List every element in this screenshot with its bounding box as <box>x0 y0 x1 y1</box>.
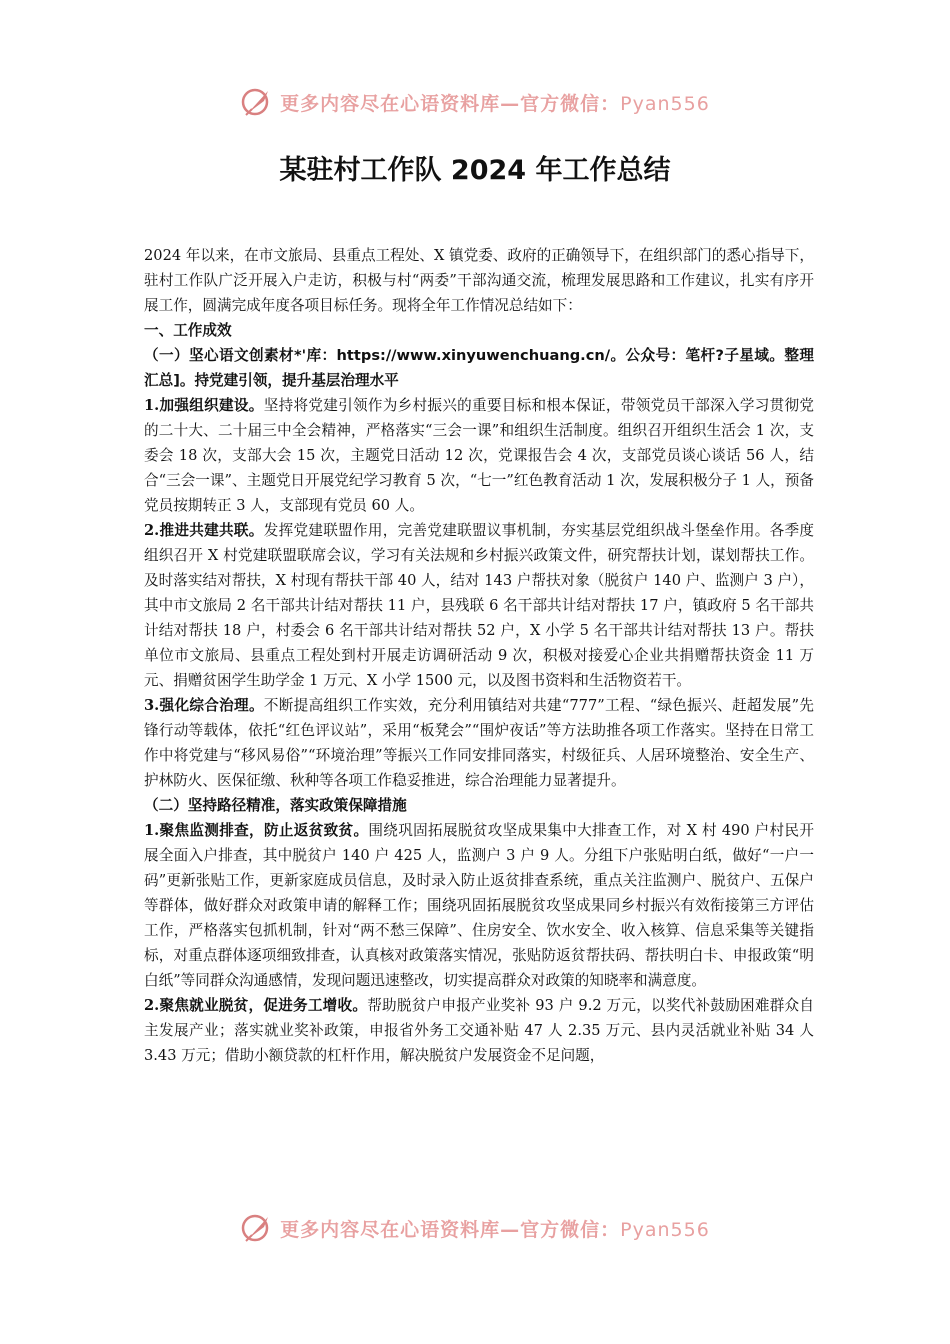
section-heading: 一、工作成效 <box>144 322 232 339</box>
paragraph-lead: 3.强化综合治理。 <box>144 697 264 714</box>
subsection-heading: （二）坚持路径精准，落实政策保障措施 <box>144 797 407 814</box>
paragraph-text: 帮助脱贫户申报产业奖补 93 户 9.2 万元，以奖代补鼓励困难群众自主发展产业；落实就业奖补政策，申报省外务工交通补贴 47 人 2.35 万元、县内灵活就业补贴 34 人 3.43 万元；借助小额贷款的杠杆作用，解决脱贫户发展资金不足问题， <box>144 997 814 1064</box>
paragraph-text: 坚持将党建引领作为乡村振兴的重要目标和根本保证，带领党员干部深入学习贯彻党的二十大、二十届三中全会精神，严格落实“三会一课”和组织生活制度。组织召开组织生活会 1 次，支委会 18 次，支部大会 15 次，主题党日活动 12 次，党课报告会 4 次，支部党员谈心谈话 56 人，结合“三会一课”、主题党日开展党纪学习教育 5 次，“七一”红色教育活动 1 次，发展积极分子 1 人，预备党员按期转正 3 人，支部现有党员 60 人。 <box>144 397 814 514</box>
paragraph <box>144 818 814 993</box>
paragraph-text: 围绕巩固拓展脱贫攻坚成果集中大排查工作，对 X 村 490 户村民开展全面入户排查，其中脱贫户 140 户 425 人，监测户 3 户 9 人。分组下户张贴明白纸，做好“一户一码”更新张贴工作，更新家庭成员信息，及时录入防止返贫排查系统，重点关注监测户、脱贫户、五保户等群体，做好群众对政策申请的解释工作；围绕巩固拓展脱贫攻坚成果同乡村振兴有效衔接第三方评估工作，严格落实包抓机制，针对“两不愁三保障”、住房安全、饮水安全、收入核算、信息采集等关键指标，对重点群体逐项细致排查，认真核对政策落实情况，张贴防返贫帮扶码、帮扶明白卡、申报政策“明白纸”等同群众沟通感情，发现问题迅速整改，切实提高群众对政策的知晓率和满意度。 <box>144 822 814 989</box>
feather-pen-icon <box>240 85 274 119</box>
intro-paragraph: 2024 年以来，在市文旅局、县重点工程处、X 镇党委、政府的正确领导下，在组织部门的悉心指导下，驻村工作队广泛开展入户走访，积极与村“两委”干部沟通交流，梳理发展思路和工作建议，扎实有序开展工作，圆满完成年度各项目标任务。现将全年工作情况总结如下： <box>144 247 814 314</box>
paragraph <box>144 518 814 693</box>
paragraph-text: 不断提高组织工作实效，充分利用镇结对共建“777”工程、“绿色振兴、赶超发展”先锋行动等载体，依托“红色评议站”，采用“板凳会”“围炉夜话”等方法助推各项工作落实。坚持在日常工作中将党建与“移风易俗”“环境治理”等振兴工作同安排同落实，村级征兵、人居环境整治、安全生产、护林防火、医保征缴、秋种等各项工作稳妥推进，综合治理能力显著提升。 <box>144 697 814 789</box>
document-body <box>144 243 814 1068</box>
watermark-bottom <box>0 1208 950 1248</box>
paragraph-lead: 1.聚焦监测排查，防止返贫致贫。 <box>144 822 369 839</box>
paragraph <box>144 693 814 793</box>
watermark-top <box>0 82 950 122</box>
page-title: 某驻村工作队 2024 年工作总结 <box>279 155 671 186</box>
paragraph-text: 发挥党建联盟作用，完善党建联盟议事机制，夯实基层党组织战斗堡垒作用。各季度组织召开 X 村党建联盟联席会议，学习有关法规和乡村振兴政策文件，研究帮扶计划，谋划帮扶工作。及时落实结对帮扶，X 村现有帮扶干部 40 人，结对 143 户帮扶对象（脱贫户 140 户、监测户 3 户），其中市文旅局 2 名干部共计结对帮扶 11 户，县残联 6 名干部共计结对帮扶 17 户，镇政府 5 名干部共计结对帮扶 18 户，村委会 6 名干部共计结对帮扶 52 户，X 小学 5 名干部共计结对帮扶 13 户。帮扶单位市文旅局、县重点工程处到村开展走访调研活动 9 次，积极对接爱心企业共捐赠帮扶资金 11 万元、捐赠贫困学生助学金 1 万元、X 小学 1500 元，以及图书资料和生活物资若干。 <box>144 522 814 689</box>
feather-pen-icon <box>240 1211 274 1245</box>
watermark-text: 更多内容尽在心语资料库—官方微信：Pyan556 <box>280 92 710 115</box>
paragraph-lead: 2.聚焦就业脱贫，促进务工增收。 <box>144 997 368 1014</box>
paragraph <box>144 393 814 518</box>
paragraph <box>144 993 814 1068</box>
paragraph-lead: 1.加强组织建设。 <box>144 397 264 414</box>
paragraph-lead: 2.推进共建共联。 <box>144 522 264 539</box>
watermark-text: 更多内容尽在心语资料库—官方微信：Pyan556 <box>280 1218 710 1241</box>
subsection-heading: （一）坚心语文创素材*'库：https://www.xinyuwenchuang.cn/。公众号：笔杆?子星域。整理汇总]。持党建引领，提升基层治理水平 <box>144 347 814 389</box>
